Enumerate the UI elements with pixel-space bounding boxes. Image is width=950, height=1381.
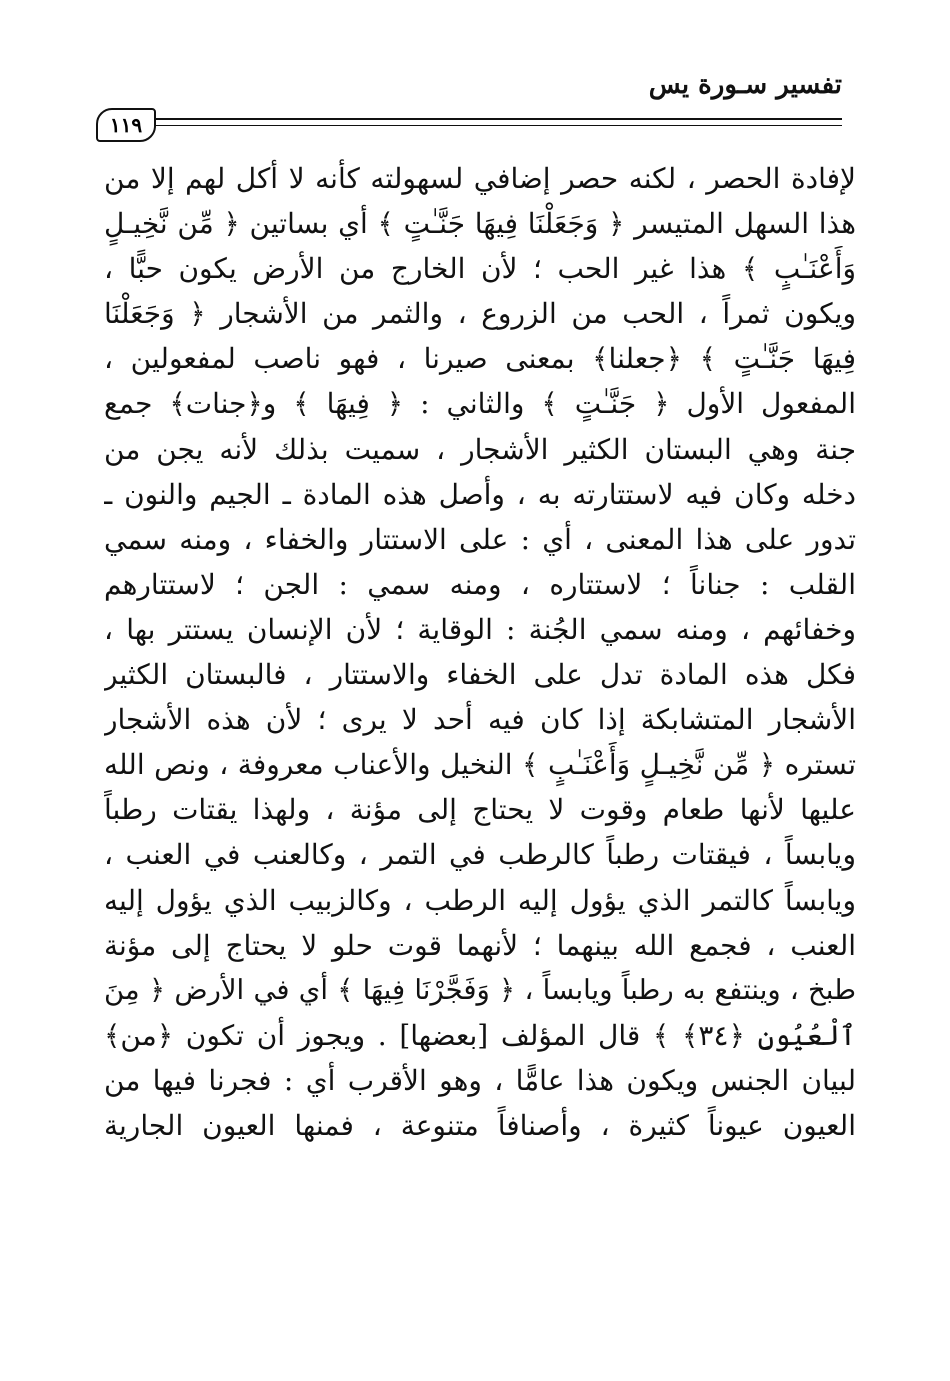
text-line: تدور على هذا المعنى ، أي : على الاستتار والخفاء ، ومنه سمي (104, 522, 856, 556)
text-line: جنة وهي البستان الكثير الأشجار ، سميت بذلك لأنه يجن من (104, 432, 856, 466)
text-line: ويكون ثمراً ، الحب من الزروع ، والثمر من الأشجار ﴿ وَجَعَلْنَا (104, 297, 856, 331)
text-line: لبيان الجنس ويكون هذا عامًّا ، وهو الأقرب أي : فجرنا فيها من (104, 1063, 856, 1097)
running-header-title: تفسير سـورة يس (648, 70, 842, 100)
text-line: هذا السهل المتيسر ﴿ وَجَعَلْنَا فِيهَا جَنَّـٰتٍ ﴾ أي بساتين ﴿ مِّن نَّخِيـلٍ (104, 207, 856, 241)
header-rule (150, 118, 842, 120)
text-line: ويابساً كالتمر الذي يؤول إليه الرطب ، وكالزبيب الذي يؤول إليه (104, 883, 856, 917)
text-line: عليها لأنها طعام وقوت لا يحتاج إلى مؤنة ، ولهذا يقتات رطباً (104, 793, 856, 827)
text-line: القلب : جناناً ؛ لاستتاره ، ومنه سمي : الجن ؛ لاستتارهم (104, 567, 856, 601)
body-text (104, 156, 856, 1148)
text-line: المفعول الأول ﴿ جَنَّـٰتٍ ﴾ والثاني : ﴿ فِيهَا ﴾ و﴿جنات﴾ جمع (104, 387, 856, 421)
text-line: العيون عيوناً كثيرة ، وأصنافاً متنوعة ، فمنها العيون الجارية (104, 1108, 856, 1142)
text-line: الأشجار المتشابكة إذا كان فيه أحد لا يرى ؛ لأن هذه الأشجار (104, 703, 856, 737)
header-rule-thin (150, 125, 842, 126)
text-line: وخفائهم ، ومنه سمي الجُنة : الوقاية ؛ لأن الإنسان يستتر بها ، (104, 612, 856, 646)
text-line: فكل هذه المادة تدل على الخفاء والاستتار ، فالبستان الكثير (104, 658, 856, 692)
page-number: ١١٩ (96, 108, 156, 142)
text-line: العنب ، فجمع الله بينهما ؛ لأنهما قوت حلو لا يحتاج إلى مؤنة (104, 928, 856, 962)
text-line: فِيهَا جَنَّـٰتٍ ﴾ ﴿جعلنا﴾ بمعنى صيرنا ، فهو ناصب لمفعولين ، (104, 342, 856, 376)
text-line: ٱلْعُيُونِ ﴿٣٤﴾ ﴾ قال المؤلف [بعضها] . ويجوز أن تكون ﴿من﴾ (104, 1018, 856, 1052)
text-line: تستره ﴿ مِّن نَّخِيـلٍ وَأَعْنَـٰبٍ ﴾ النخيل والأعناب معروفة ، ونص الله (104, 748, 856, 782)
text-line: ويابساً ، فيقتات رطباً كالرطب في التمر ، وكالعنب في العنب ، (104, 838, 856, 872)
text-line: لإفادة الحصر ، لكنه حصر إضافي لسهولته كأنه لا أكل لهم إلا من (104, 162, 856, 195)
text-line: طبخ ، وينتفع به رطباً ويابساً ، ﴿ وَفَجَّرْنَا فِيهَا ﴾ أي في الأرض ﴿ مِنَ (104, 973, 856, 1006)
text-line: دخله وكان فيه لاستتارته به ، وأصل هذه المادة ـ الجيم والنون ـ (104, 477, 856, 511)
text-line: وَأَعْنَـٰبٍ ﴾ هذا غير الحب ؛ لأن الخارج من الأرض يكون حبًّا ، (104, 252, 856, 286)
